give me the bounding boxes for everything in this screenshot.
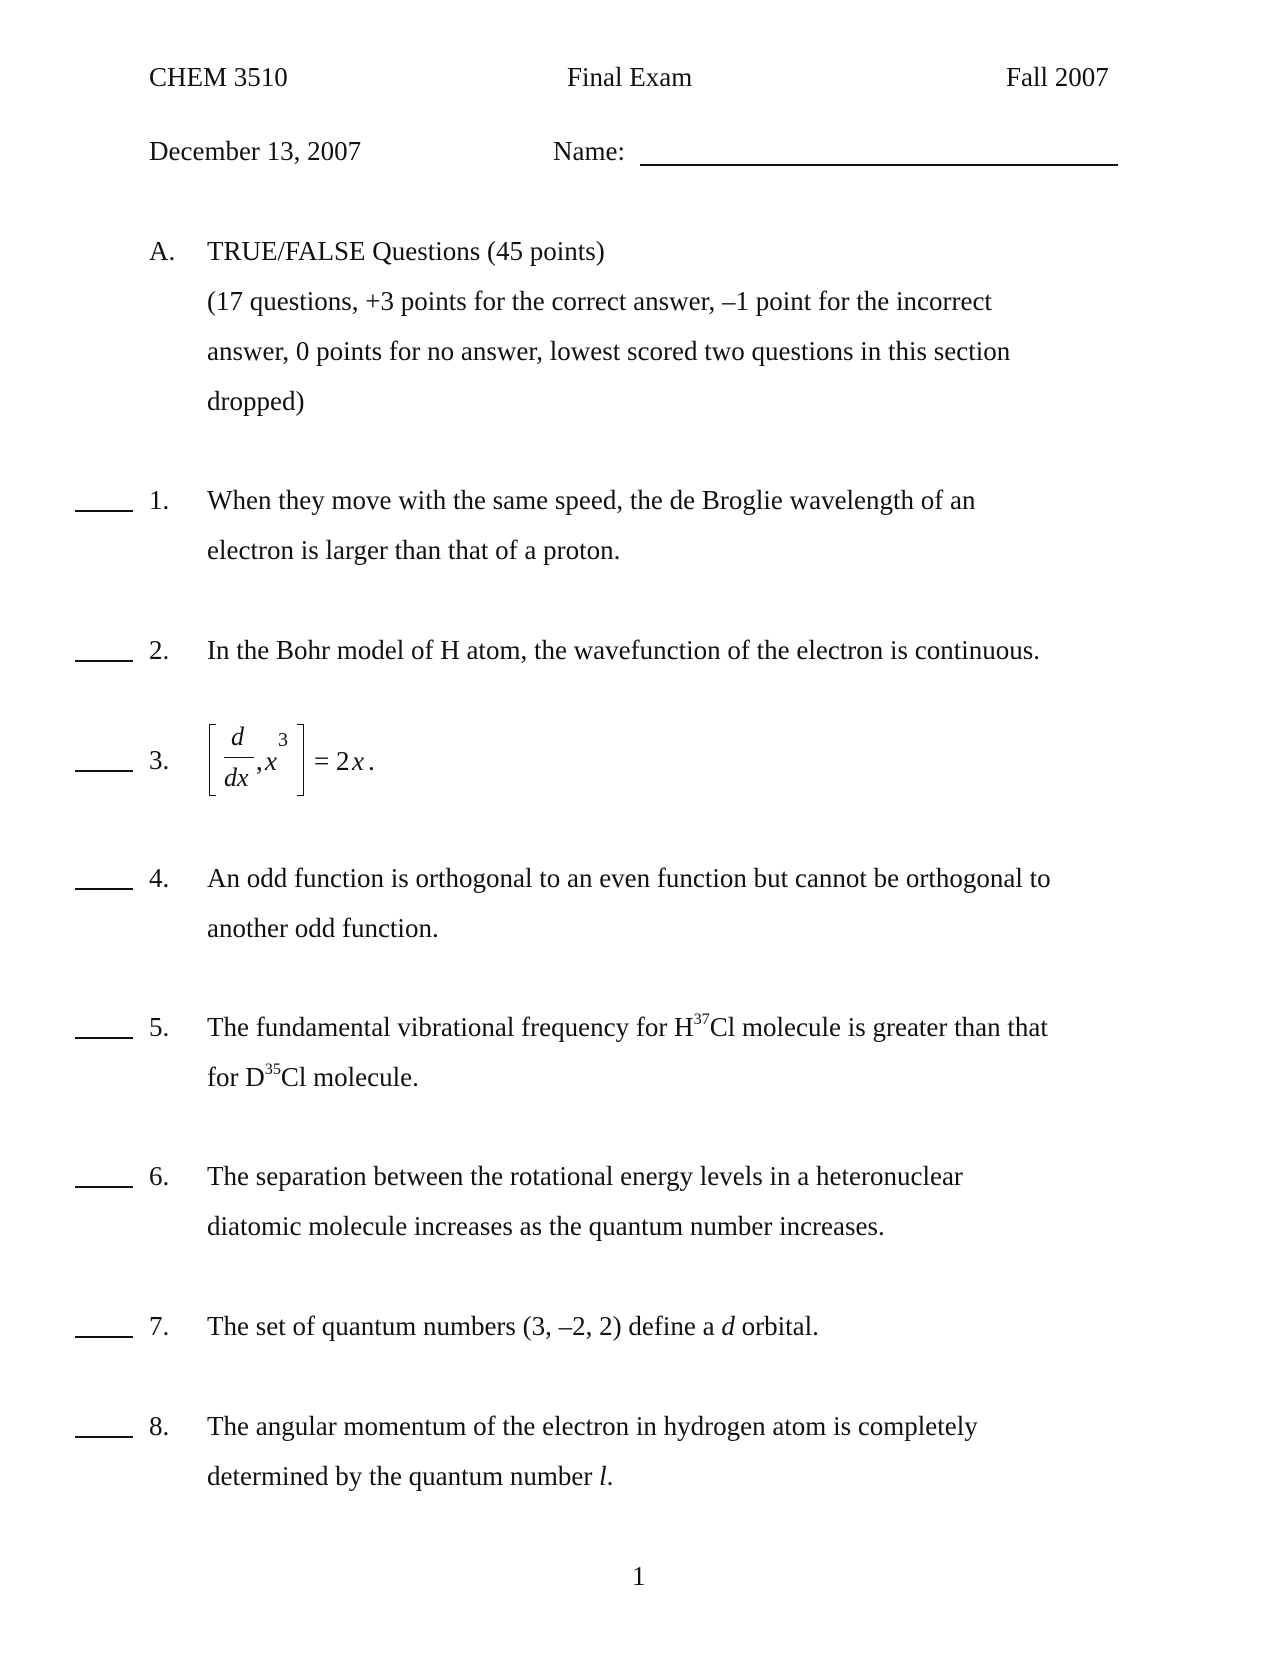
question-number: 4. <box>149 863 170 893</box>
name-field[interactable] <box>640 164 1118 166</box>
text-run: Cl molecule. <box>280 1062 419 1092</box>
instructions-line: answer, 0 points for no answer, lowest scored two questions in this section <box>207 336 1011 366</box>
name-label: Name: <box>553 136 625 166</box>
isotope-superscript: 37 <box>693 1010 710 1028</box>
answer-blank-2[interactable] <box>75 660 133 662</box>
derivative-denominator: dx <box>224 763 249 792</box>
question-number: 8. <box>149 1411 170 1441</box>
answer-blank-6[interactable] <box>75 1186 133 1188</box>
text-run: . <box>606 1461 614 1491</box>
instructions-line: (17 questions, +3 points for the correct answer, –1 point for the incorrect <box>207 286 992 316</box>
isotope-superscript: 35 <box>264 1060 281 1078</box>
rhs: = 2 <box>314 746 350 776</box>
right-bracket <box>297 724 304 796</box>
question-8-text <box>207 1401 1167 1501</box>
question-number: 2. <box>149 635 170 665</box>
exam-date: December 13, 2007 <box>149 136 362 166</box>
question-4-text <box>207 853 1167 953</box>
comma: , <box>256 746 263 776</box>
question-line: The angular momentum of the electron in hydrogen atom is completely <box>207 1411 978 1441</box>
section-instructions <box>207 276 1167 426</box>
fraction-bar <box>224 757 254 758</box>
question-1-text <box>207 475 1167 575</box>
answer-blank-4[interactable] <box>75 888 133 890</box>
question-7-text <box>207 1301 1167 1351</box>
question-line: The separation between the rotational energy levels in a heteronuclear <box>207 1161 963 1191</box>
question-line: diatomic molecule increases as the quantum number increases. <box>207 1211 885 1241</box>
answer-blank-1[interactable] <box>75 510 133 512</box>
orbital-letter: d <box>721 1311 735 1341</box>
question-2-text <box>207 625 1167 675</box>
question-line <box>207 1002 1167 1052</box>
text-run: for D <box>207 1062 265 1092</box>
question-line: another odd function. <box>207 913 439 943</box>
instructions-line: dropped) <box>207 386 305 416</box>
question-number: 6. <box>149 1161 170 1191</box>
question-line: When they move with the same speed, the de Broglie wavelength of an <box>207 485 976 515</box>
rhs-variable: x <box>352 746 364 776</box>
section-title: TRUE/FALSE Questions (45 points) <box>207 236 605 266</box>
question-number: 1. <box>149 485 170 515</box>
exponent: 3 <box>278 729 288 751</box>
answer-blank-3[interactable] <box>75 770 133 772</box>
text-run: determined by the quantum number <box>207 1461 600 1491</box>
text-run: Cl molecule is greater than that <box>709 1012 1048 1042</box>
question-5-text <box>207 1002 1167 1102</box>
exam-title: Final Exam <box>567 62 693 92</box>
text-run: The set of quantum numbers (3, –2, 2) define a <box>207 1311 722 1341</box>
question-line <box>207 1052 1167 1102</box>
term: Fall 2007 <box>1006 62 1109 92</box>
question-line: In the Bohr model of H atom, the wavefunction of the electron is continuous. <box>207 635 1041 665</box>
course-code: CHEM 3510 <box>149 62 288 92</box>
answer-blank-5[interactable] <box>75 1037 133 1039</box>
section-letter: A. <box>149 236 176 266</box>
answer-blank-8[interactable] <box>75 1436 133 1438</box>
variable-x: x <box>265 746 277 776</box>
answer-blank-7[interactable] <box>75 1336 133 1338</box>
question-6-text <box>207 1151 1167 1251</box>
question-number: 7. <box>149 1311 170 1341</box>
question-line: electron is larger than that of a proton. <box>207 535 621 565</box>
question-line: An odd function is orthogonal to an even function but cannot be orthogonal to <box>207 863 1051 893</box>
period: . <box>368 746 375 776</box>
question-line <box>207 1301 1167 1351</box>
quantum-number-l: l <box>599 1461 607 1491</box>
question-line <box>207 1451 1167 1501</box>
text-run: orbital. <box>734 1311 819 1341</box>
derivative-numerator: d <box>231 722 244 751</box>
question-number: 5. <box>149 1012 170 1042</box>
page-number: 1 <box>632 1561 646 1591</box>
left-bracket <box>209 724 216 796</box>
question-number: 3. <box>149 745 170 775</box>
text-run: The fundamental vibrational frequency for H <box>207 1012 694 1042</box>
